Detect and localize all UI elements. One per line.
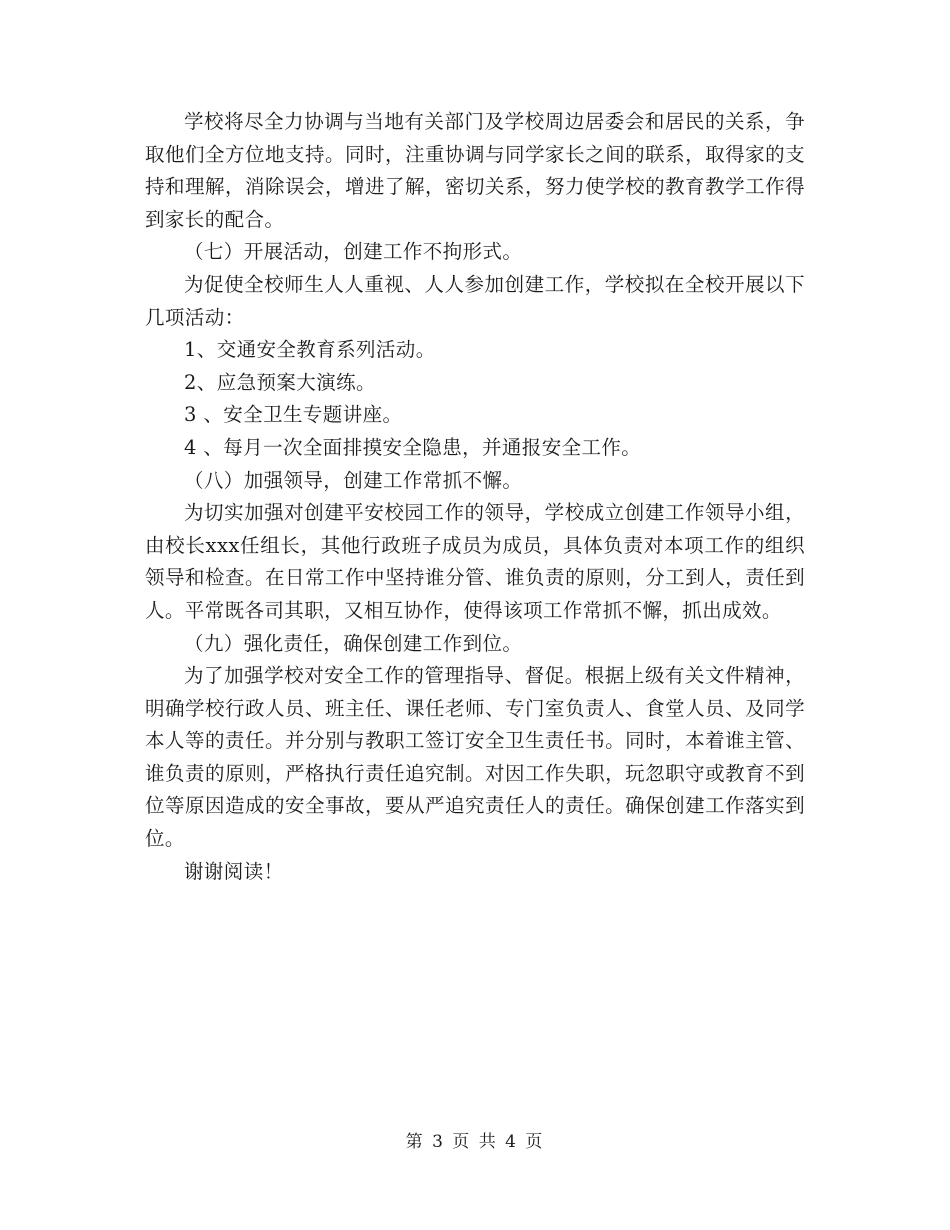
closing-thanks: 谢谢阅读！ — [184, 859, 284, 883]
paragraph-responsibility: 为了加强学校对安全工作的管理指导、督促。根据上级有关文件精神，明确学校行政人员、班主任、课任老师、专门室负责人、食堂人员、及同学本人等的责任。并分别与教职工签订安全卫生责任书。同时，本着谁主管、谁负责的原则，严格执行责任追究制。对因工作失职，玩忽职守或教育不到位等原因造成的安全事故，要从严追究责任人的责任。确保创建工作落实到位。 — [145, 664, 805, 851]
paragraph-coordination: 学校将尽全力协调与当地有关部门及学校周边居委会和居民的关系，争取他们全方位地支持。同时，注重协调与同学家长之间的联系，取得家的支持和理解，消除误会，增进了解，密切关系，努力使学校的教育教学工作得到家长的配合。 — [145, 110, 805, 231]
document-body — [145, 106, 805, 888]
page-footer — [0, 1127, 950, 1152]
paragraph-activities-intro: 为促使全校师生人人重视、人人参加创建工作，学校拟在全校开展以下几项活动： — [145, 272, 805, 329]
list-item-activity-1: 1、交通安全教育系列活动。 — [184, 338, 436, 362]
list-item-activity-2: 2、应急预案大演练。 — [184, 370, 376, 394]
list-item-activity-3: 3 、安全卫生专题讲座。 — [184, 403, 403, 427]
heading-section-8: （八）加强领导，创建工作常抓不懈。 — [184, 468, 523, 492]
heading-section-9: （九）强化责任，确保创建工作到位。 — [184, 631, 523, 655]
page-number-label: 第 3 页 共 4 页 — [405, 1132, 545, 1152]
list-item-activity-4: 4 、每月一次全面排摸安全隐患，并通报安全工作。 — [184, 435, 642, 459]
paragraph-leadership: 为切实加强对创建平安校园工作的领导，学校成立创建工作领导小组，由校长xxx任组长，其他行政班子成员为成员，具体负责对本项工作的组织领导和检查。在日常工作中坚持谁分管、谁负责的原则，分工到人，责任到人。平常既各司其职，又相互协作，使得该项工作常抓不懈，抓出成效。 — [145, 501, 805, 622]
heading-section-7: （七）开展活动，创建工作不拘形式。 — [184, 240, 523, 264]
